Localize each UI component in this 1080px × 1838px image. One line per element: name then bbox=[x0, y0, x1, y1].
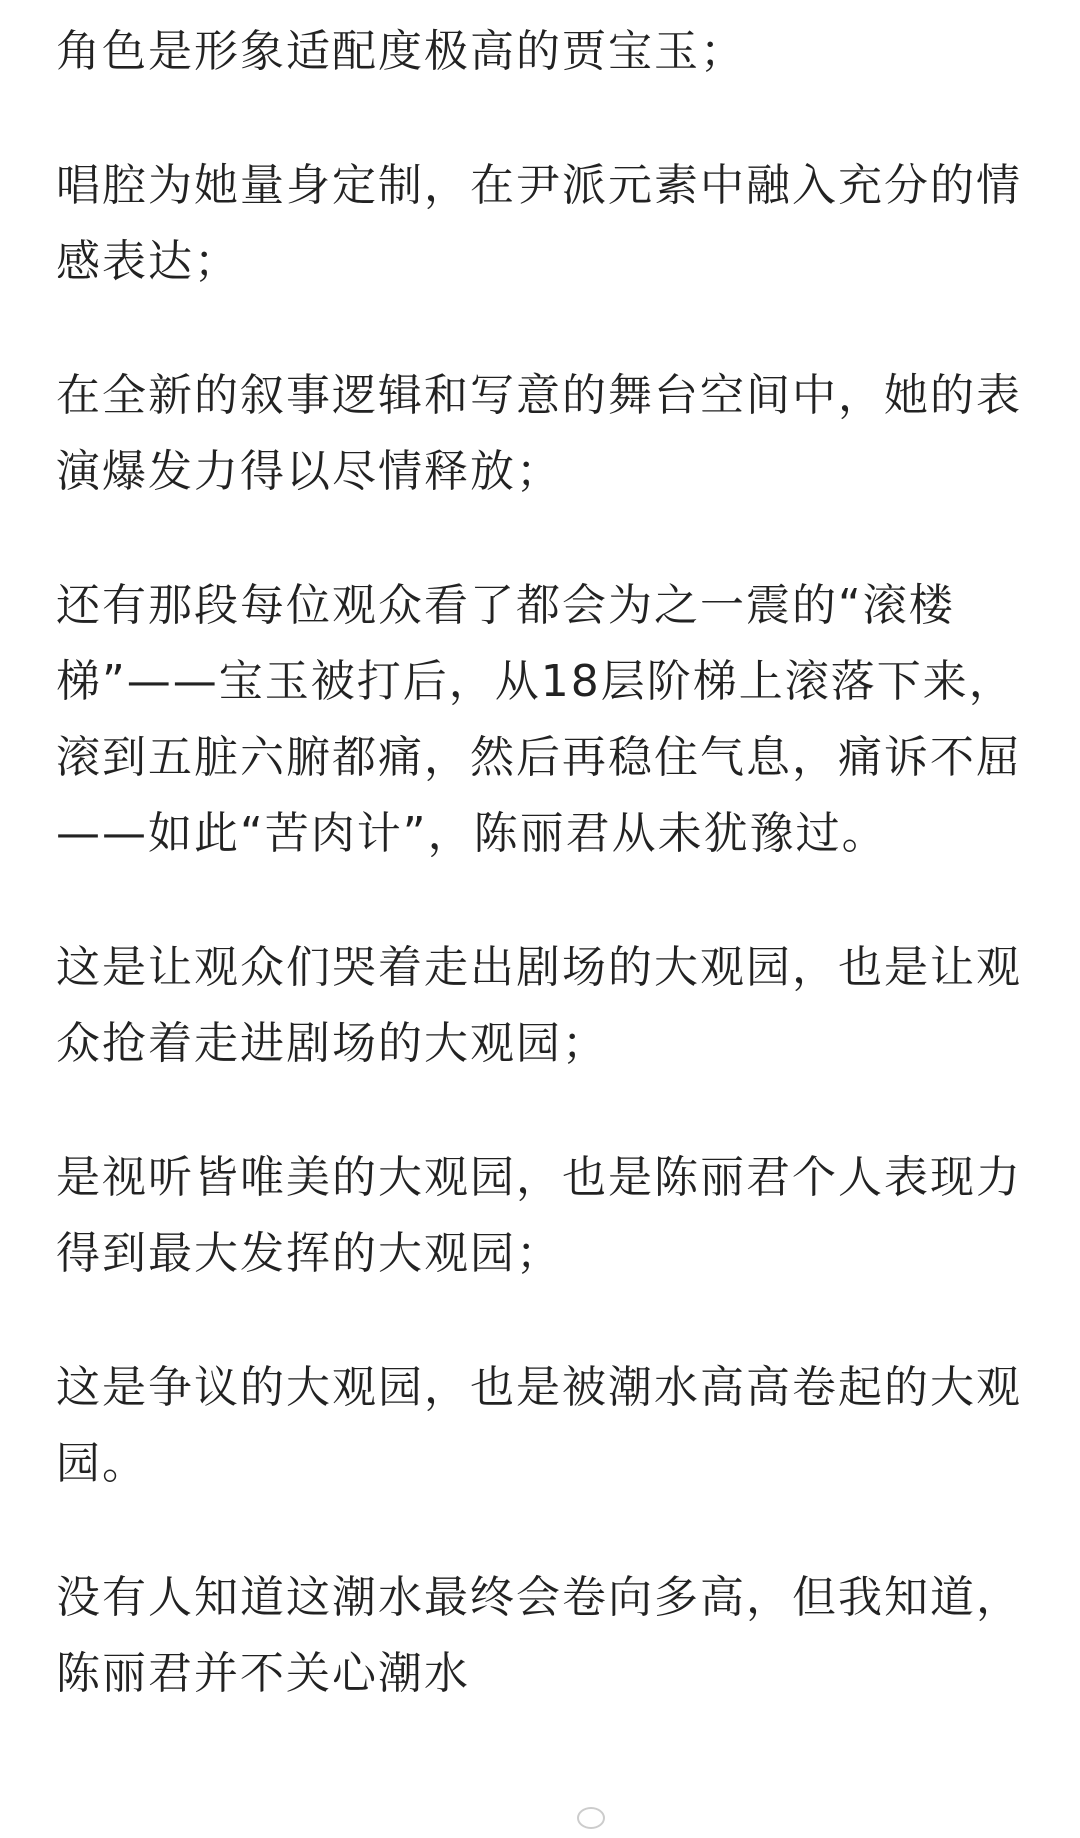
watermark bbox=[575, 1803, 613, 1829]
paragraph-1: 角色是形象适配度极高的贾宝玉； bbox=[56, 26, 746, 77]
weibo-logo-icon bbox=[575, 1803, 605, 1829]
paragraph-6: 是视听皆唯美的大观园，也是陈丽君个人表现力得到最大发挥的大观园； bbox=[56, 1152, 1022, 1279]
paragraph-5: 这是让观众们哭着走出剧场的大观园，也是让观众抢着走进剧场的大观园； bbox=[56, 942, 1022, 1069]
paragraph-2: 唱腔为她量身定制，在尹派元素中融入充分的情感表达； bbox=[56, 160, 1022, 287]
paragraph-3: 在全新的叙事逻辑和写意的舞台空间中，她的表演爆发力得以尽情释放； bbox=[56, 370, 1022, 497]
article-body bbox=[56, 14, 1036, 1712]
paragraph-4: 还有那段每位观众看了都会为之一震的“滚楼梯”——宝玉被打后，从18层阶梯上滚落下来，滚到五脏六腑都痛，然后再稳住气息，痛诉不屈——如此“苦肉计”，陈丽君从未犹豫过。 bbox=[56, 580, 1022, 859]
paragraph-7: 这是争议的大观园，也是被潮水高高卷起的大观园。 bbox=[56, 1362, 1022, 1489]
paragraph-8: 没有人知道这潮水最终会卷向多高，但我知道，陈丽君并不关心潮水 bbox=[56, 1572, 1022, 1699]
